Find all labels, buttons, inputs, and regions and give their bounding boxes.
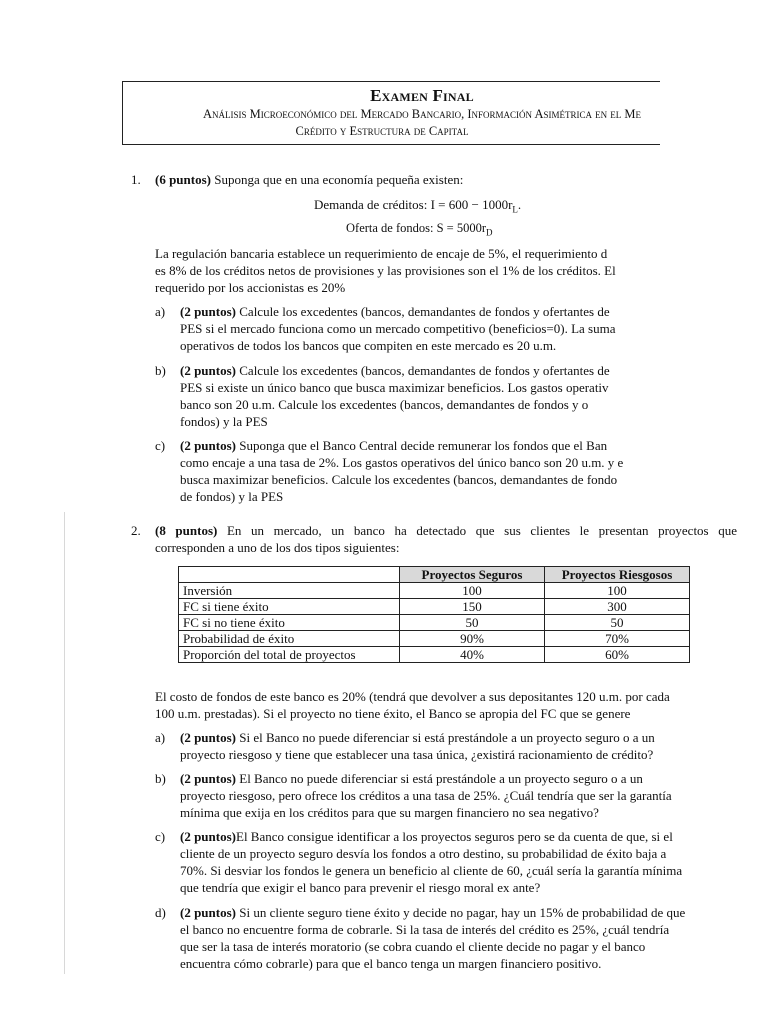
q1-intro-text: Suponga que en una economía pequeña existen: xyxy=(214,172,464,187)
table-cell: 100 xyxy=(400,583,545,599)
q1-equation-demand: Demanda de créditos: $I = 600 - 1000r_L$. xyxy=(314,197,522,215)
table-cell: 90% xyxy=(400,631,545,647)
table-cell: 60% xyxy=(545,647,690,663)
table-cell: 70% xyxy=(545,631,690,647)
table-header-cell: Proyectos Riesgosos xyxy=(545,567,690,583)
exam-subtitle-line1: Análisis Microeconómico del Mercado Bancario, Información Asimétrica en el Me xyxy=(203,107,641,121)
q1-equation-supply: Oferta de fondos: $S = 5000r_D$ xyxy=(346,221,493,238)
q1-number: 1. xyxy=(131,172,141,187)
table-row xyxy=(179,615,690,631)
table-header-cell xyxy=(179,567,400,583)
table-cell: Inversión xyxy=(179,583,400,599)
page-bottom-region: 2. (8 puntos) En un mercado, un banco ha detectado que sus clientes le presentan proyectos que corresponden a uno de los dos tipos siguientes: Proyectos Seguros Proyectos Riesgosos Inversión 100 100 FC si tiene éxito 150 300 FC si no tiene éxito 50 50 Probabilidad de éxito 90% 70% Proporción del total de proyectos 40% 60% El costo de fondos de este banco es 20% (tendrá que devolver a sus depositantes 120 u.m. por cada 100 u.m. prestadas). Si el proyecto no tiene éxito, el Banco se apropia del FC que se genere a) (2 puntos) Si el Banco no puede diferenciar si está prestándole a un proyecto seguro o a un proyecto riesgoso y tiene que establecer una tasa única, ¿existirá racionamiento de crédito? b) (2 puntos) El Banco no puede diferenciar si está prestándole a un proyecto seguro o a un proyecto riesgoso, pero ofrece los créditos a una tasa de 25%. ¿Cuál tendría que ser la garantía mínima que exija en los créditos para que su margen financiero no sea negativo? c) (2 puntos)El Banco consigue identificar a los proyectos seguros pero se da cuenta de que, si el cliente de un proyecto seguro desvía los fondos a otro destino, su probabilidad de éxito baja a 70%. Si desviar los fondos le genera un beneficio al cliente de 60, ¿cuál sería la garantía mínima que tendría que exigir el banco para prevenir el riesgo moral ex ante? d) (2 puntos) Si un cliente seguro tiene éxito y decide no pagar, hay un 15% de probabilidad de que el banco no encuentre forma de cobrarle. Si la tasa de interés del crédito es 25%, ¿cuál tendría que ser la tasa de interés moratorio (se cobra cuando el cliente decide no pagar y el banco encuentra cómo cobrarle) para que el banco tenga un margen financiero positivo. xyxy=(131,523,737,971)
q2-number: 2. xyxy=(131,523,141,538)
q1-points: (6 puntos) xyxy=(155,172,211,187)
exam-title: Examen Final xyxy=(370,86,474,105)
page-top-region: Examen Final Análisis Microeconómico del Mercado Bancario, Información Asimétrica en el Me Crédito y Estructura de Capital 1. (6 puntos) Suponga que en una economía pequeña existen: Demanda de créditos: $I = 600 - 1000r_L$. Oferta de fondos: $S = 5000r_D$ La regulación bancaria establece un requerimiento de encaje de 5%, el requerimiento d es 8% de los créditos netos de provisiones y las provisiones son el 1% de los créditos. El requerido por los accionistas es 20% a) (2 puntos) Calcule los excedentes (bancos, demandantes de fondos y ofertantes de PES si el mercado funciona como un mercado competitivo (beneficios=0). La suma operativos de todos los bancos que compiten en este mercado es 20 u.m. b) (2 puntos) Calcule los excedentes (bancos, demandantes de fondos y ofertantes de PES si existe un único banco que busca maximizar beneficios. Los gastos operativ banco son 20 u.m. Calcule los excedentes (bancos, demandantes de fondos y o fondos) y la PES c) (2 puntos) Suponga que el Banco Central decide remunerar los fondos que el Ban como encaje a una tasa de 2%. Los gastos operativos del único banco son 20 u.m. y e busca maximizar beneficios. Calcule los excedentes (bancos, demandantes de fondo de fondos) y la PES xyxy=(0,0,660,510)
exam-header xyxy=(122,81,660,145)
table-header-row xyxy=(179,567,690,583)
table-row xyxy=(179,631,690,647)
q2-paragraph: El costo de fondos de este banco es 20% (tendrá que devolver a sus depositantes 120 u.m. por cada 100 u.m. prestadas). Si el proyecto no tiene éxito, el Banco se apropia del FC que se genere xyxy=(155,689,670,721)
table-cell: FC si no tiene éxito xyxy=(179,615,400,631)
table-cell: 40% xyxy=(400,647,545,663)
table-cell: 100 xyxy=(545,583,690,599)
table-cell: FC si tiene éxito xyxy=(179,599,400,615)
table-row xyxy=(179,599,690,615)
projects-table xyxy=(178,566,690,663)
q1-paragraph: La regulación bancaria establece un requerimiento de encaje de 5%, el requerimiento d es 8% de los créditos netos de provisiones y las provisiones son el 1% de los créditos. El requerido por los accionistas es 20% xyxy=(155,246,616,295)
exam-subtitle-line2: Crédito y Estructura de Capital xyxy=(295,124,469,138)
q1-intro xyxy=(155,171,463,188)
table-cell: 50 xyxy=(545,615,690,631)
table-cell: 300 xyxy=(545,599,690,615)
q2-intro: (8 puntos) En un mercado, un banco ha detectado que sus clientes le presentan proyectos que corresponden a uno de los dos tipos siguientes: xyxy=(155,523,737,555)
table-cell: 150 xyxy=(400,599,545,615)
table-cell: Proporción del total de proyectos xyxy=(179,647,400,663)
table-row xyxy=(179,647,690,663)
table-row xyxy=(179,583,690,599)
table-cell: Probabilidad de éxito xyxy=(179,631,400,647)
table-cell: 50 xyxy=(400,615,545,631)
table-header-cell: Proyectos Seguros xyxy=(400,567,545,583)
